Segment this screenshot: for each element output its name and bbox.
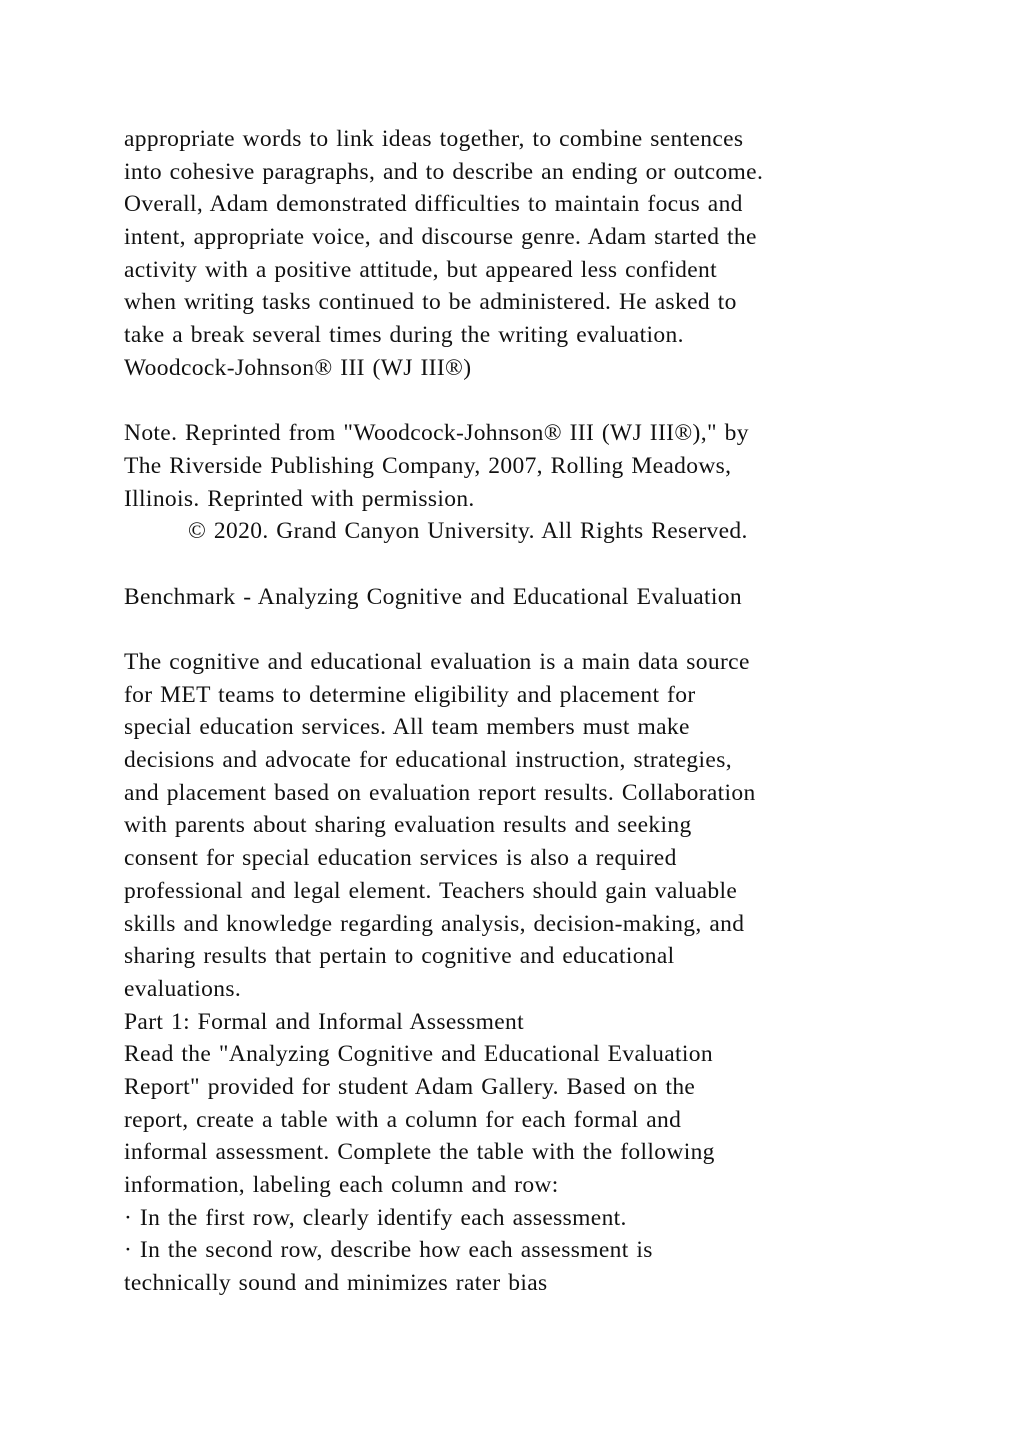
text-line: technically sound and minimizes rater bias bbox=[124, 1270, 548, 1297]
text-line: and placement based on evaluation report results. Collaboration bbox=[124, 779, 756, 806]
text-line: sharing results that pertain to cognitive and educational bbox=[124, 943, 675, 970]
document-page bbox=[124, 123, 924, 1300]
text-line: The Riverside Publishing Company, 2007, Rolling Meadows, bbox=[124, 452, 732, 479]
text-line: Overall, Adam demonstrated difficulties to maintain focus and bbox=[124, 191, 743, 218]
text-line: evaluations. bbox=[124, 975, 242, 1002]
copyright-notice: © 2020. Grand Canyon University. All Rights Reserved. bbox=[188, 518, 748, 545]
spacer bbox=[124, 385, 924, 418]
text-line: decisions and advocate for educational instruction, strategies, bbox=[124, 747, 732, 774]
text-line: activity with a positive attitude, but appeared less confident bbox=[124, 256, 717, 283]
text-line: into cohesive paragraphs, and to describe an ending or outcome. bbox=[124, 158, 764, 185]
text-line: special education services. All team members must make bbox=[124, 714, 690, 741]
list-item: · In the first row, clearly identify each assessment. bbox=[124, 1204, 627, 1231]
part1-paragraph bbox=[124, 1038, 924, 1201]
text-line: report, create a table with a column for each formal and bbox=[124, 1106, 682, 1133]
text-line: skills and knowledge regarding analysis, decision-making, and bbox=[124, 910, 745, 937]
list-item: · In the second row, describe how each assessment is bbox=[124, 1237, 653, 1264]
text-line: when writing tasks continued to be administered. He asked to bbox=[124, 289, 737, 316]
spacer bbox=[124, 548, 924, 581]
text-line: information, labeling each column and row: bbox=[124, 1172, 559, 1198]
text-line: consent for special education services is also a required bbox=[124, 845, 677, 872]
part1-heading: Part 1: Formal and Informal Assessment bbox=[124, 1008, 525, 1035]
spacer bbox=[124, 613, 924, 646]
text-line: Woodcock-Johnson® III (WJ III®) bbox=[124, 354, 472, 381]
text-line: with parents about sharing evaluation results and seeking bbox=[124, 812, 692, 839]
benchmark-title: Benchmark - Analyzing Cognitive and Educational Evaluation bbox=[124, 583, 742, 610]
text-line: Note. Reprinted from "Woodcock-Johnson® III (WJ III®)," by bbox=[124, 420, 749, 447]
text-line: intent, appropriate voice, and discourse genre. Adam started the bbox=[124, 224, 757, 251]
text-line: professional and legal element. Teachers should gain valuable bbox=[124, 877, 738, 904]
text-line: Read the "Analyzing Cognitive and Educational Evaluation bbox=[124, 1041, 713, 1068]
note-paragraph bbox=[124, 417, 924, 515]
intro-paragraph bbox=[124, 123, 924, 385]
text-line: informal assessment. Complete the table with the following bbox=[124, 1139, 715, 1166]
text-line: Illinois. Reprinted with permission. bbox=[124, 485, 475, 512]
text-line: take a break several times during the writing evaluation. bbox=[124, 322, 684, 349]
bullet-list bbox=[124, 1202, 924, 1300]
body-paragraph bbox=[124, 646, 924, 1006]
text-line: The cognitive and educational evaluation is a main data source bbox=[124, 649, 750, 675]
text-line: for MET teams to determine eligibility and placement for bbox=[124, 681, 696, 708]
text-line: appropriate words to link ideas together, to combine sentences bbox=[124, 126, 744, 152]
text-line: Report" provided for student Adam Gallery. Based on the bbox=[124, 1073, 696, 1100]
